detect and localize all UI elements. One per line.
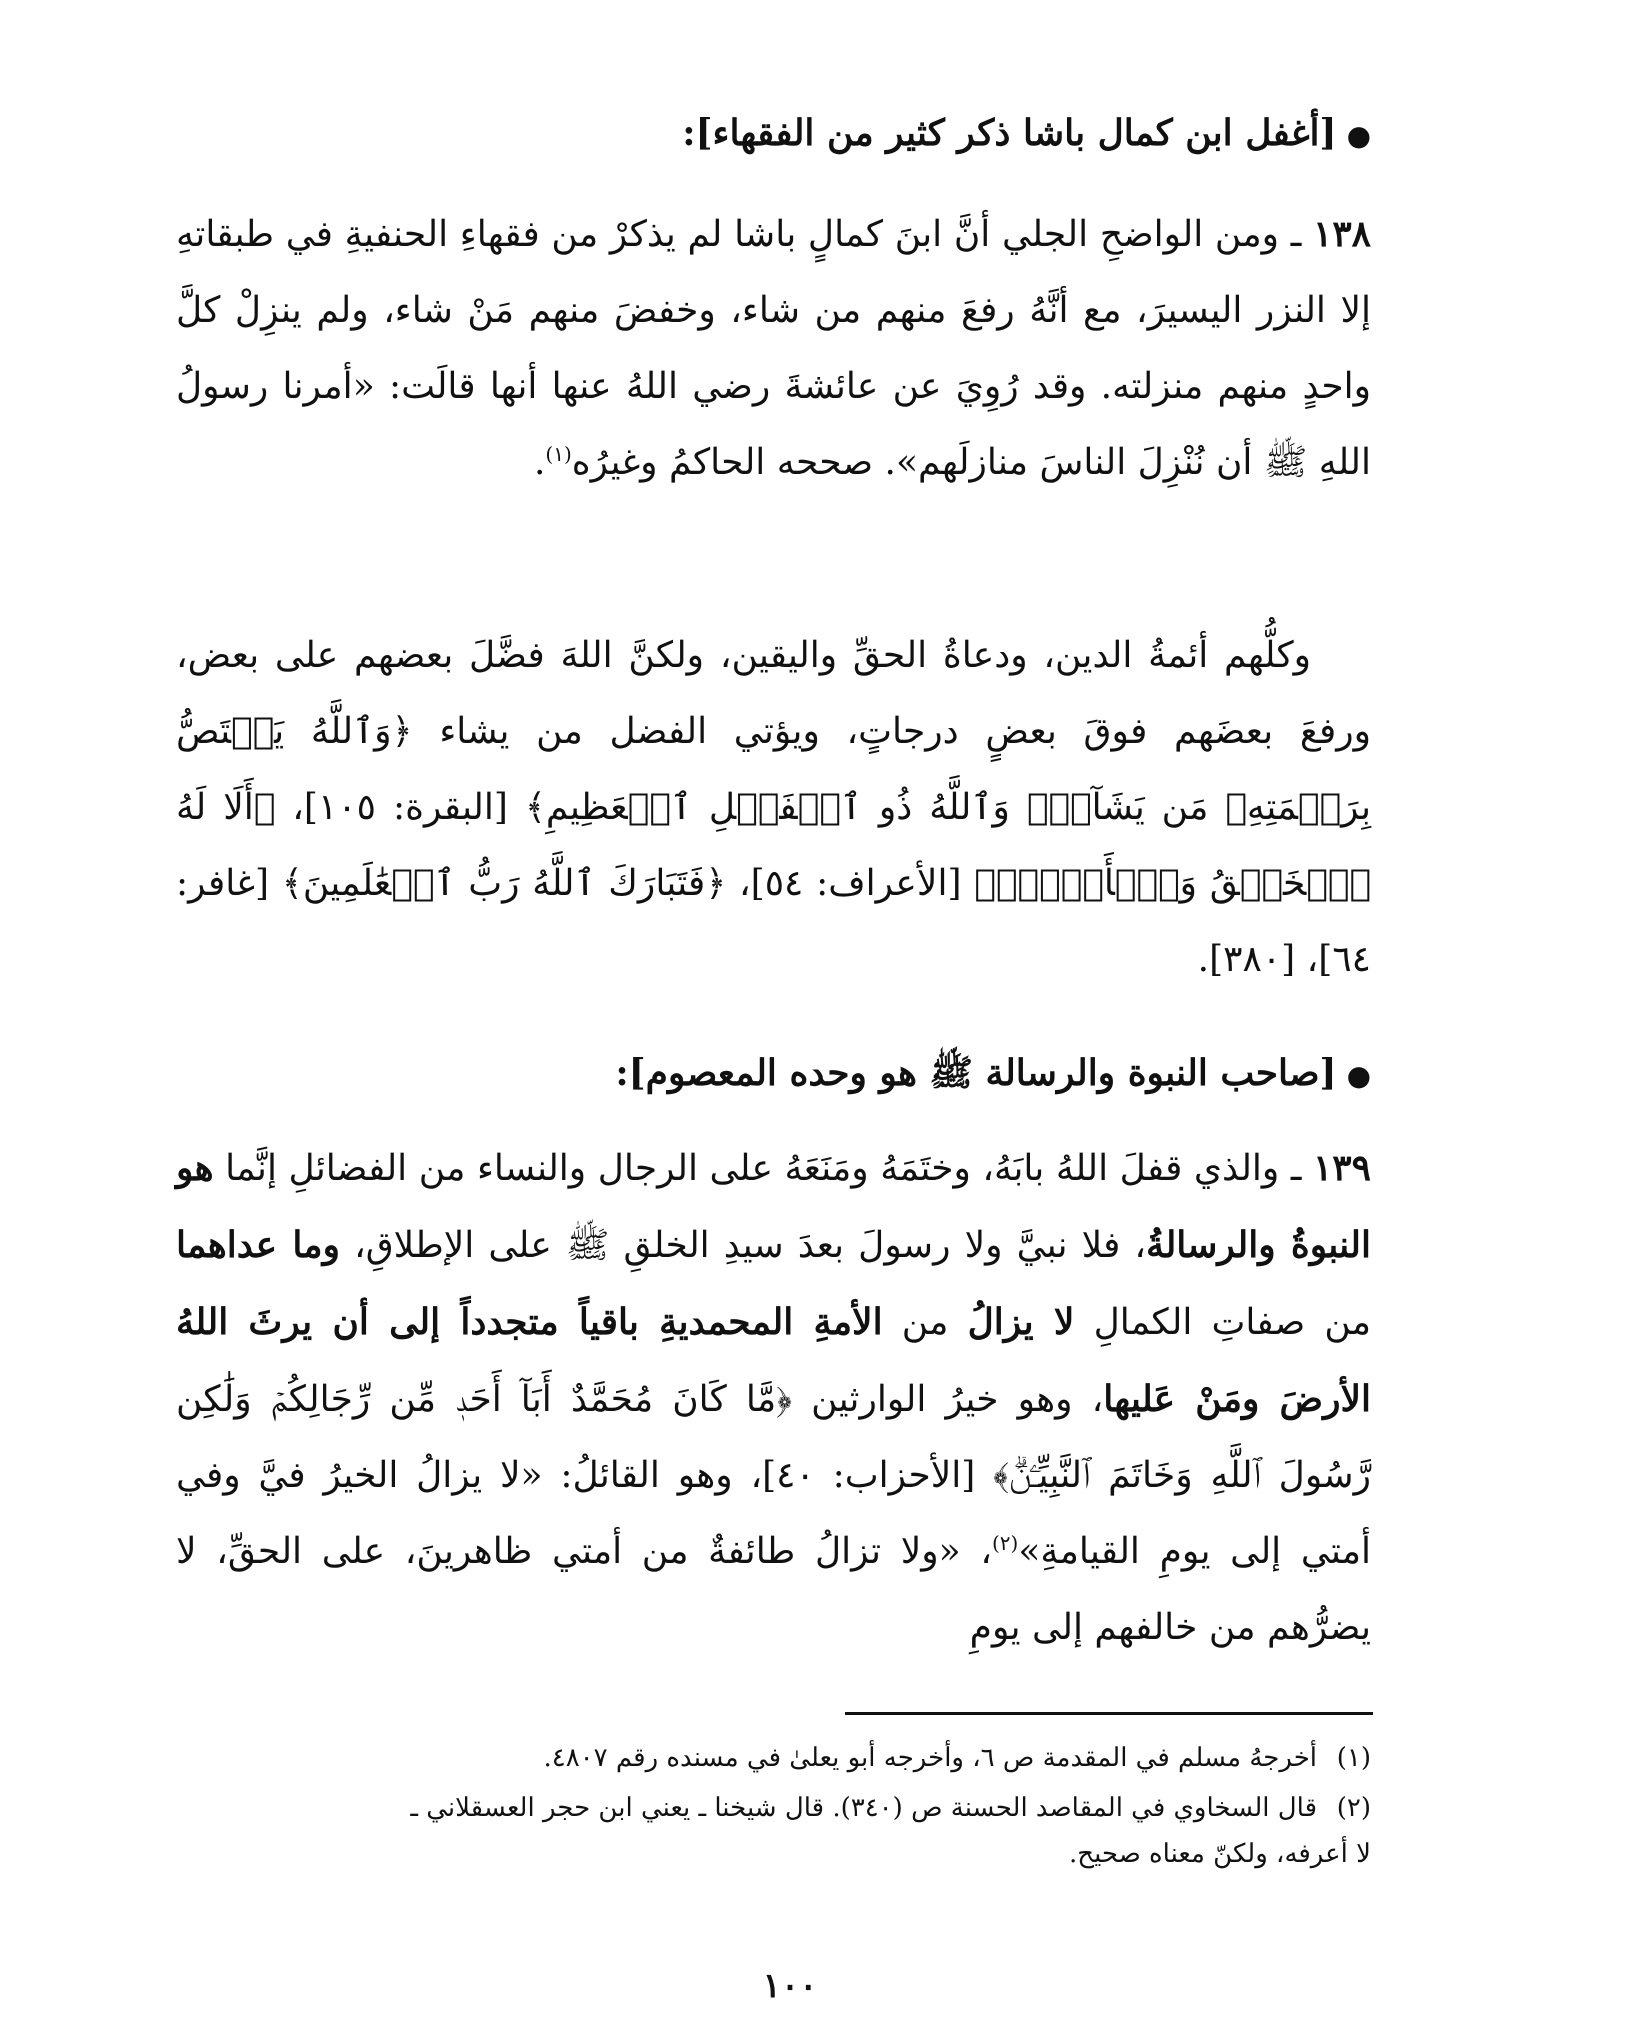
bold-run: هو النبوةُ والرسالةُ <box>176 1147 1372 1266</box>
page-number: ١٠٠ <box>762 1966 818 2006</box>
paragraph-kulluhum: وكلُّهم أئمةُ الدين، ودعاةُ الحقِّ واليقين، ولكنَّ اللهَ فضَّلَ بعضهم على بعض، ورفعَ بعضَهم فوقَ بعضٍ درجاتٍ، ويؤتي الفضل من يشاء ﴿وَٱللَّهُ يَخۡتَصُّ بِرَحۡمَتِهِۦ مَن يَشَآءُۚ وَٱللَّهُ ذُو ٱلۡفَضۡلِ ٱلۡعَظِيمِ﴾ [البقرة: ١٠٥]، ﴿أَلَا لَهُ ٱلۡخَلۡقُ وَٱلۡأَمۡرُۗ﴾ [الأعراف: ٥٤]، ﴿فَتَبَارَكَ ٱللَّهُ رَبُّ ٱلۡعَٰلَمِينَ﴾ [غافر: ٦٤]، [٣٨٠]. <box>176 635 1372 980</box>
footnote-2-continuation <box>176 1832 1371 1876</box>
footnote-text: لا أعرفه، ولكنّ معناه صحيح. <box>1069 1839 1371 1869</box>
paragraph-138 <box>176 196 1371 501</box>
bold-run: الأمةِ المحمديةِ باقياً متجدداً إلى أن يرثَ اللهُ الأرضَ ومَنْ عَليها <box>176 1301 1371 1420</box>
footnote-ref: (٢) <box>991 1531 1019 1555</box>
text-run: ، وهو خيرُ الوارثين ﴿مَّا كَانَ مُحَمَّدٌ أَبَآ أَحَدٖ مِّن رِّجَالِكُمۡ وَلَٰكِن رَّسُولَ ٱللَّهِ وَخَاتَمَ ٱلنَّبِيِّـۧنَۗ﴾ [الأحزاب: ٤٠]، وهو القائلُ: «لا يزالُ الخيرُ فيَّ وفي أمتي إلى يومِ القيامةِ» <box>176 1379 1371 1572</box>
heading-text: [صاحب النبوة والرسالة ﷺ هو وحده المعصوم]: <box>615 1052 1337 1094</box>
heading-text: [أغفل ابن كمال باشا ذكر كثير من الفقهاء]: <box>682 112 1337 154</box>
bullet-icon: ● <box>1346 119 1371 152</box>
text-run: ، «ولا تزالُ طائفةٌ من أمتي ظاهرينَ، على الحقِّ، لا يضرُّهم من خالفهم إلى يومِ <box>176 1531 1371 1648</box>
section-heading-2 <box>176 1048 1371 1101</box>
paragraph-number: ١٣٨ <box>1312 213 1371 255</box>
bold-run: وما عداهما <box>176 1224 340 1266</box>
footnote-number: (١) <box>1336 1743 1371 1773</box>
paragraph-end: . <box>533 442 546 483</box>
footnote-number: (٢) <box>1336 1793 1371 1823</box>
footnote-text: أخرجهُ مسلم في المقدمة ص ٦، وأخرجه أبو يعلىٰ في مسنده رقم ٤٨٠٧. <box>543 1743 1317 1773</box>
footnote-1 <box>176 1736 1371 1780</box>
footnote-text: قال السخاوي في المقاصد الحسنة ص (٣٤٠). قال شيخنا ـ يعني ابن حجر العسقلاني ـ <box>410 1793 1317 1823</box>
bullet-icon: ● <box>1346 1059 1371 1092</box>
section-heading-1 <box>176 108 1371 161</box>
text-run: من صفاتِ الكمالِ <box>1074 1302 1372 1343</box>
text-run: من <box>882 1302 968 1343</box>
footnote-ref: (١) <box>545 442 572 466</box>
footnote-divider <box>845 1712 1373 1715</box>
footnote-2 <box>176 1786 1371 1830</box>
paragraph-139 <box>176 1130 1371 1666</box>
paragraph-text: ـ ومن الواضحِ الجلي أنَّ ابنَ كمالٍ باشا لم يذكرْ من فقهاءِ الحنفيةِ في طبقاتهِ إلا النزر اليسيرَ، مع أنَّهُ رفعَ منهم من شاء، وخفضَ منهم مَنْ شاء، ولم ينزِلْ كلَّ واحدٍ منهم منزلته. وقد رُوِيَ عن عائشةَ رضي اللهُ عنها أنها قالَت: «أمرنا رسولُ اللهِ ﷺ أن نُنْزِلَ الناسَ منازلَهم». صححه الحاكمُ وغيرُه <box>176 214 1371 483</box>
paragraph-number: ١٣٩ <box>1312 1147 1371 1189</box>
text-run: ـ والذي قفلَ اللهُ بابَهُ، وختَمَهُ ومَنَعَهُ على الرجال والنساء من الفضائلِ إنَّما <box>213 1148 1302 1189</box>
bold-run: لا يزالُ <box>967 1301 1075 1343</box>
text-run: ، فلا نبيَّ ولا رسولَ بعدَ سيدِ الخلقِ ﷺ على الإطلاقِ، <box>339 1225 1147 1266</box>
